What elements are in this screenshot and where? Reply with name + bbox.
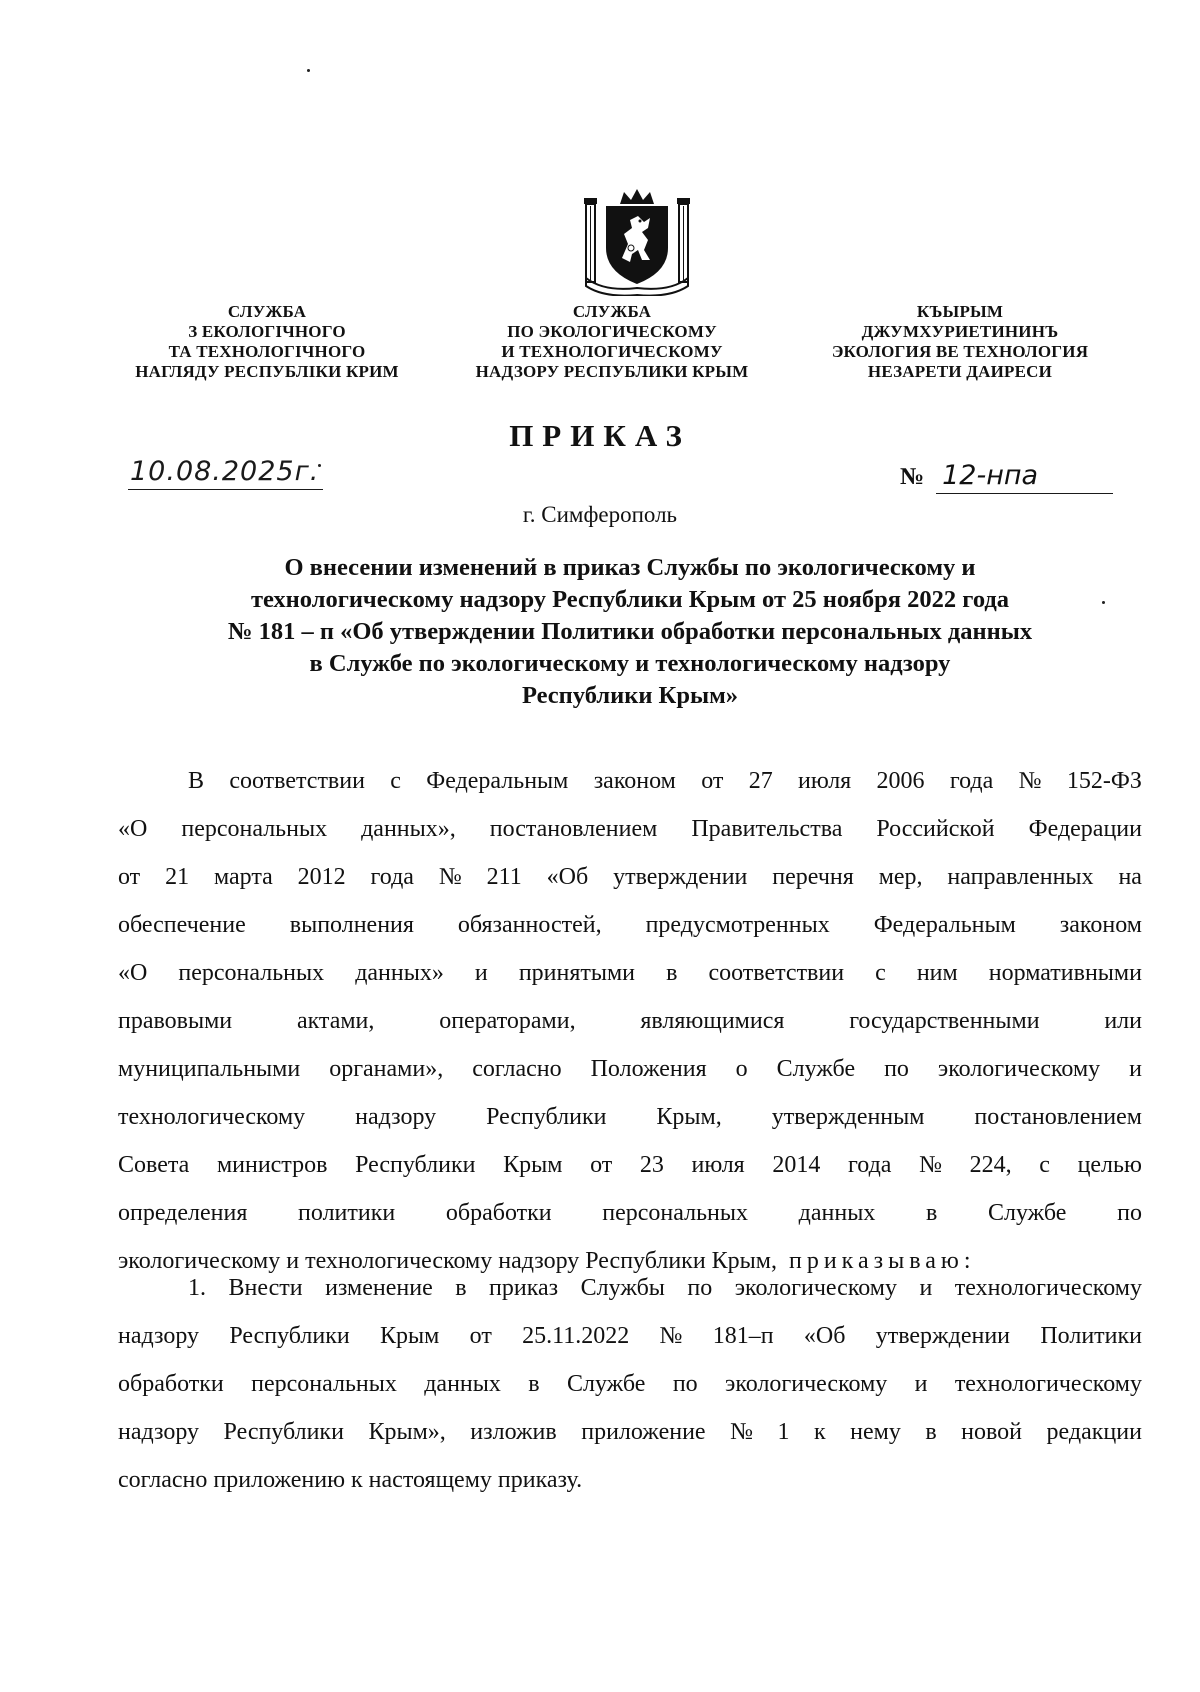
paragraph-line [118,757,1142,805]
word: надзору [118,1323,200,1349]
word: в [925,1419,937,1445]
word: Российской [876,816,995,842]
paragraph-line [118,1093,1142,1141]
word: Крым [380,1323,440,1349]
word: Правительства [691,816,843,842]
word: 224, [969,1152,1012,1178]
paragraph-line [118,1360,1142,1408]
word: Федеральным [426,768,569,794]
word: года [370,864,414,890]
word: в [528,1371,540,1397]
word: перечня [772,864,854,890]
paragraph-line [118,997,1142,1045]
word: министров [216,1152,328,1178]
word: на [1118,864,1142,890]
word: соответствии [229,768,365,794]
word: года [949,768,994,794]
word: редакции [1046,1419,1142,1445]
word: Республики [355,1152,476,1178]
subject-line: Республики Крым» [521,682,739,709]
document-city: г. Симферополь [522,502,678,527]
header-line: З ЕКОЛОГІЧНОГО [188,322,346,341]
word: с [875,960,886,986]
paragraph-line [118,1408,1142,1456]
word: «О [118,960,148,986]
word: и [919,1275,933,1301]
word: органами», [329,1056,444,1082]
paragraph-line [118,901,1142,949]
word: по [884,1056,909,1082]
word: ним [916,960,958,986]
preamble-paragraph [118,757,1142,1285]
word: приказ [489,1275,559,1301]
word: «О [118,816,148,842]
word: Крым», [368,1419,446,1445]
word: по [672,1371,698,1397]
header-line: НЕЗАРЕТИ ДАИРЕСИ [867,362,1053,381]
word: обязанностей, [457,912,602,938]
word: от [118,864,141,890]
word: Республики [229,1323,350,1349]
word: данных [798,1200,876,1226]
scan-speck [307,69,310,72]
word: 2014 [772,1152,821,1178]
header-line: ТА ТЕХНОЛОГІЧНОГО [168,342,366,361]
word: определения [118,1200,248,1226]
word: № [659,1323,683,1349]
word: данных [424,1371,501,1397]
header-line: НАГЛЯДУ РЕСПУБЛІКИ КРИМ [135,362,399,381]
word: выполнения [289,912,414,938]
word: Федерации [1028,816,1142,842]
word: № [730,1419,753,1445]
document-date [128,456,343,490]
paragraph-line [118,805,1142,853]
subject-line: в Службе по экологическому и технологическому надзору [309,650,951,677]
word: Внести [228,1275,303,1301]
word: приложение [581,1419,706,1445]
subject-line: О внесении изменений в приказ Службы по экологическому и [284,554,976,581]
handwritten-date: 10.08.2025г. [128,456,323,490]
document-title: ПРИКАЗ [509,418,691,453]
word: 1 [777,1419,790,1445]
number-sign: № [900,464,925,490]
header-agency-ukrainian [112,302,422,382]
word: постановлением [489,816,658,842]
word: июля [691,1152,745,1178]
word: принятыми [518,960,636,986]
word: обработки [445,1200,552,1226]
word: технологическому [954,1275,1142,1301]
word: обработки [118,1371,224,1397]
word: экологическому [937,1056,1101,1082]
word: являющимися [640,1008,785,1034]
word: в [666,960,678,986]
word: в [925,1200,938,1226]
subject-line: технологическому надзору Республики Крым от 25 ноября 2022 года [250,586,1010,613]
header-line: ЭКОЛОГИЯ ВЕ ТЕХНОЛОГИЯ [831,342,1089,361]
word: Крым, [656,1104,722,1130]
word: с [390,768,401,794]
word: о [735,1056,748,1082]
paragraph-line [118,1141,1142,1189]
word: № [438,864,462,890]
word: или [1104,1008,1142,1034]
word: и [1129,1056,1142,1082]
word: целью [1077,1152,1142,1178]
word: 21 [165,864,190,890]
crimea-coat-of-arms-emblem [584,188,690,296]
word: соответствии [708,960,845,986]
word: 152-ФЗ [1066,768,1142,794]
header-agency-crimean-tatar [800,302,1120,382]
word: законом [1059,912,1142,938]
word: от [590,1152,613,1178]
header-line: ПО ЭКОЛОГИЧЕСКОМУ [507,322,717,341]
word: утверждении [875,1323,1011,1349]
document-subject [150,552,1110,712]
handwritten-number: 12-нпа [936,460,1113,494]
word: 211 [486,864,522,890]
word: политики [298,1200,396,1226]
paragraph-line [118,1189,1142,1237]
word: технологическому [954,1371,1142,1397]
word: экологическому [725,1371,888,1397]
word: экологическому [734,1275,897,1301]
word: нормативными [988,960,1142,986]
header-line: СЛУЖБА [227,302,307,321]
word: персональных [181,816,328,842]
word: от [469,1323,492,1349]
paragraph-line [118,853,1142,901]
word: нему [850,1419,901,1445]
word: № [919,1152,942,1178]
word: изменение [325,1275,433,1301]
word: 2006 [876,768,925,794]
paragraph-line [118,1264,1142,1312]
word: изложив [470,1419,557,1445]
word: направленных [947,864,1094,890]
word: Службе [566,1371,646,1397]
word: данных», [361,816,456,842]
header-line: НАДЗОРУ РЕСПУБЛИКИ КРЫМ [475,362,749,381]
word: 181–п [712,1323,774,1349]
word: «Об [803,1323,846,1349]
paragraph-line [118,1045,1142,1093]
word: года [848,1152,892,1178]
header-line: КЪЫРЫМ [916,302,1004,321]
word: законом [593,768,676,794]
header-line: СЛУЖБА [572,302,652,321]
word: № [1018,768,1042,794]
word: новой [961,1419,1023,1445]
word: обеспечение [118,912,246,938]
word: постановлением [974,1104,1142,1130]
word: персональных [251,1371,397,1397]
word: и [474,960,488,986]
header-line: ДЖУМХУРИЕТИНИНЪ [861,322,1059,341]
word: персональных [602,1200,749,1226]
word: Службы [580,1275,665,1301]
subject-line: № 181 – п «Об утверждении Политики обработки персональных данных [227,618,1033,645]
word: государственными [849,1008,1040,1034]
word: по [687,1275,713,1301]
word: предусмотренных [645,912,830,938]
word: муниципальными [118,1056,301,1082]
paragraph-line [118,949,1142,997]
word: правовыми [118,1008,233,1034]
word: согласно [472,1056,562,1082]
word: Республики [223,1419,344,1445]
word: утверждении [613,864,748,890]
word: 23 [639,1152,664,1178]
word: данных» [355,960,444,986]
word: Службе [987,1200,1067,1226]
word: по [1117,1200,1142,1226]
order-word: приказываю: [788,1248,976,1274]
word: Политики [1040,1323,1142,1349]
word: операторами, [439,1008,576,1034]
paragraph-line: согласно приложению к настоящему приказу. [118,1467,583,1493]
word: 27 [748,768,773,794]
word: мер, [878,864,923,890]
header-agency-russian [452,302,772,382]
word: 25.11.2022 [522,1323,630,1349]
word: Совета [118,1152,190,1178]
word: с [1039,1152,1050,1178]
word: к [813,1419,826,1445]
word: персональных [178,960,325,986]
word: 1. [188,1275,206,1301]
word: в [455,1275,467,1301]
word: надзору [355,1104,437,1130]
word: Положения [590,1056,707,1082]
word: технологическому [118,1104,306,1130]
word: актами, [296,1008,375,1034]
word: Республики [486,1104,607,1130]
word: надзору [118,1419,200,1445]
word: Крым [503,1152,563,1178]
word: марта [213,864,273,890]
word: В [188,768,205,794]
word: «Об [546,864,589,890]
word: июля [798,768,852,794]
header-line: И ТЕХНОЛОГИЧЕСКОМУ [501,342,723,361]
item-1-paragraph [118,1264,1142,1504]
word: Службе [776,1056,856,1082]
word: Федеральным [873,912,1016,938]
paragraph-line [118,1312,1142,1360]
word: от [701,768,724,794]
document-number [900,460,1113,494]
preamble-last-text: экологическому и технологическому надзору Республики Крым, [118,1248,777,1274]
word: 2012 [297,864,346,890]
word: и [914,1371,928,1397]
word: утвержденным [771,1104,925,1130]
